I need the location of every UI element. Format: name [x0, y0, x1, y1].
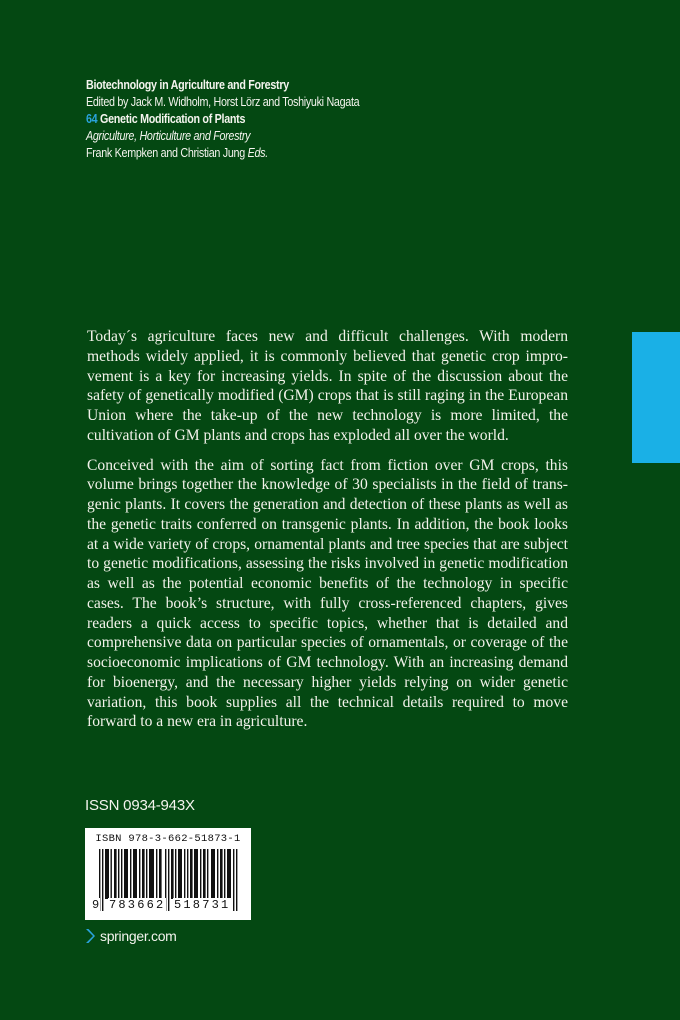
springer-website-link[interactable] [85, 928, 177, 944]
chevron-right-icon [85, 928, 95, 944]
book-editors-line [86, 145, 359, 162]
issn-label: ISSN 0934-943X [85, 797, 195, 814]
isbn-label: ISBN 978-3-662-51873-1 [95, 833, 241, 845]
volume-number: 64 [86, 112, 98, 126]
color-tab-marker [632, 332, 680, 463]
volume-heading [86, 111, 359, 128]
book-subtitle: Agriculture, Horticulture and Forestry [86, 129, 251, 143]
book-editors: Frank Kempken and Christian Jung [86, 146, 245, 160]
series-editors: Edited by Jack M. Widholm, Horst Lörz and Toshiyuki Nagata [86, 95, 360, 109]
barcode-digits-left: 783662 [109, 898, 166, 912]
volume-title: Genetic Modification of Plants [100, 112, 246, 126]
series-info [86, 77, 359, 162]
barcode-digit-lead: 9 [92, 898, 100, 912]
series-title: Biotechnology in Agriculture and Forestry [86, 78, 289, 92]
book-editors-suffix: Eds. [247, 146, 268, 160]
book-description [87, 327, 568, 742]
barcode-digits-right: 518731 [174, 898, 231, 912]
description-paragraph-1: Today´s agriculture faces new and difficult challenges. With modern methods widely applied, it is commonly believed that genetic crop improvement is a key for increasing yields. In spite of the discussion about the safety of genetically modified (GM) crops that is still raging in the European Union where the take-up of the new technology is more limited, the cultivation of GM plants and crops has exploded all over the world. [87, 328, 568, 444]
description-paragraph-2: Conceived with the aim of sorting fact from fiction over GM crops, this volume brings together the knowledge of 30 specialists in the field of transgenic plants. It covers the generation and detection of these plants as well as the genetic traits conferred on transgenic plants. In addition, the book looks at a wide variety of crops, ornamental plants and tree species that are subject to genetic modifications, assessing the risks involved in genetic modification as well as the potential economic benefits of the technology in specific cases. The book’s structure, with fully cross-referenced chapters, gives readers a quick access to specific topics, whether that is detailed and comprehensive data on particular species of ornamentals, or coverage of the socioeconomic implications of GM technology. With an increasing demand for bioenergy, and the necessary higher yields relying on wider genetic variation, this book supplies all the technical details required to move forward to a new era in agriculture. [87, 456, 568, 731]
isbn-barcode [85, 828, 251, 920]
springer-link-label: springer.com [100, 928, 177, 944]
